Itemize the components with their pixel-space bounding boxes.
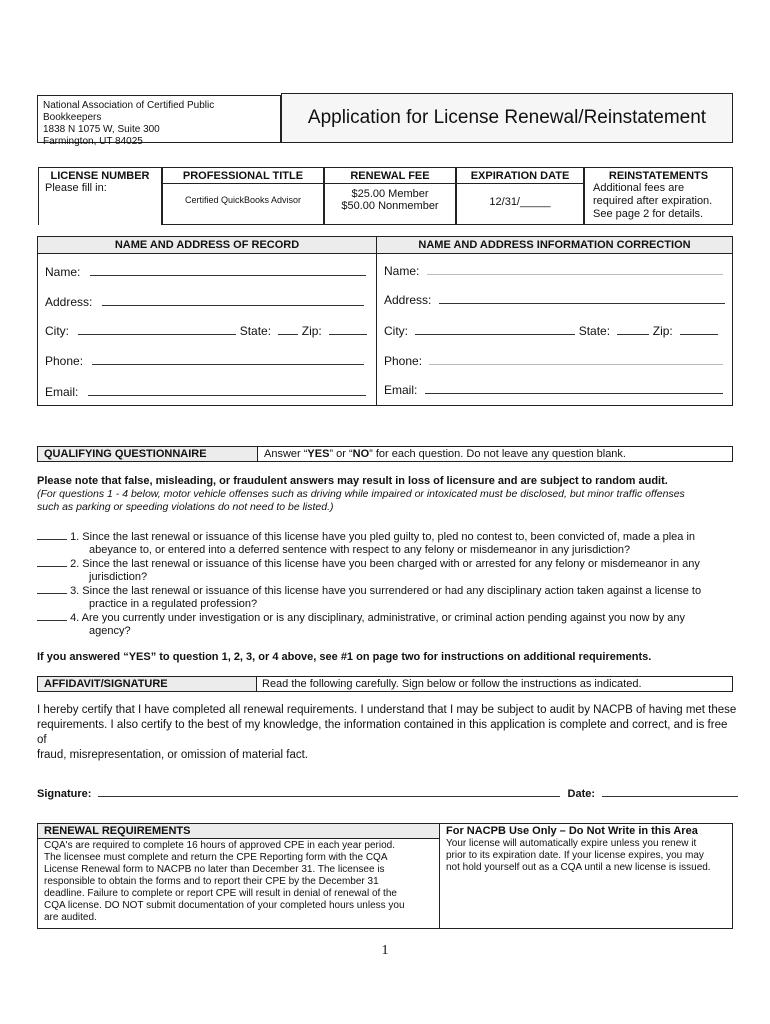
renewal-req-line-2: The licensee must complete and return the CPE Reporting form with the CQA [44,852,388,863]
affidavit-line3: fraud, misrepresentation, or omission of material fact. [37,749,309,761]
license-number-value: Please fill in: [45,182,107,194]
question-3-text-line2: practice in a regulated profession? [89,598,258,610]
professional-title-cell [162,167,324,225]
question-4-text-line1: 4. Are you currently under investigation or is any disciplinary, administrative, or criminal action pending against you now by any [70,612,685,624]
nacpb-use-line-3: not hold yourself out as a CQA until a new license is issued. [446,862,711,873]
page-number: 1 [381,943,389,958]
questionnaire-header-bar [37,446,733,462]
questionnaire-note [37,488,737,514]
reinstatements-cell [584,167,733,225]
correction-address-row [384,292,725,307]
professional-title-value: Certified QuickBooks Advisor [184,195,302,205]
renewal-req-line-1: CQA's are required to complete 16 hours of approved CPE in each year period. [44,840,395,851]
question-2 [37,556,733,584]
reinstatements-label: REINSTATEMENTS [608,170,709,182]
expiration-date-value: 12/31/_____ [489,196,551,208]
renewal-requirements-box [37,823,440,929]
nacpb-use-line-2: prior to its expiration date. If your license expires, you may [446,850,704,861]
correction-heading: NAME AND ADDRESS INFORMATION CORRECTION [377,237,732,254]
correction-phone-row [384,353,723,368]
correction-address-field[interactable] [439,292,725,304]
record-state-field[interactable] [278,323,298,335]
signature-label: Signature: [37,788,92,800]
license-number-label: LICENSE NUMBER [50,170,150,182]
correction-name-row [384,263,723,278]
correction-name-label: Name: [384,264,420,278]
renewal-fee-label: RENEWAL FEE [350,170,430,182]
correction-state-label: State: [578,324,611,338]
record-name-field[interactable] [90,264,366,276]
record-name-label: Name: [45,265,81,279]
question-4 [37,610,733,638]
correction-city-row [384,323,718,338]
question-1 [37,529,733,557]
record-phone-field[interactable] [92,353,364,365]
expiration-date-label: EXPIRATION DATE [470,170,570,182]
professional-title-label: PROFESSIONAL TITLE [182,170,304,182]
question-3-answer-blank[interactable] [37,583,67,594]
record-email-field[interactable] [88,384,366,396]
renewal-requirements-heading: RENEWAL REQUIREMENTS [38,824,439,839]
question-3 [37,583,733,611]
affidavit-statement [37,703,737,763]
signature-row [37,785,738,800]
affidavit-header-bar [37,676,733,692]
record-address-field[interactable] [102,294,364,306]
license-number-cell[interactable] [38,167,162,225]
renewal-req-line-4: responsible to obtain the forms and to report their CPE by the December 31 [44,876,379,887]
record-zip-field[interactable] [329,323,367,335]
questionnaire-heading: QUALIFYING QUESTIONNAIRE [38,447,258,461]
renewal-fee-cell [324,167,456,225]
record-zip-label: Zip: [301,324,322,338]
record-phone-label: Phone: [45,354,84,368]
record-address-label: Address: [45,295,93,309]
record-email-row [45,384,366,399]
question-1-answer-blank[interactable] [37,529,67,540]
record-city-row [45,323,367,338]
question-1-text-line2: abeyance to, or entered into a deferred sentence with respect to any felony or misdemeanor in any jurisdiction? [89,544,631,556]
affidavit-instruction: Read the following carefully. Sign below or follow the instructions as indicated. [262,678,642,690]
record-phone-row [45,353,364,368]
record-heading: NAME AND ADDRESS OF RECORD [38,237,376,254]
correction-email-label: Email: [384,383,418,397]
org-info-box [37,95,281,147]
name-address-section [37,236,733,406]
form-title: Application for License Renewal/Reinstatement [307,107,707,128]
renewal-req-line-7: are audited. [44,912,97,923]
questionnaire-warning: Please note that false, misleading, or fraudulent answers may result in loss of licensure and are subject to random audit. [37,475,668,487]
renewal-req-line-5: deadline. Failure to complete or report CPE will result in denial of renewal of the [44,888,397,899]
signature-field[interactable] [98,785,560,797]
record-email-label: Email: [45,385,79,399]
record-address-row [45,294,364,309]
record-name-row [45,264,366,279]
nacpb-use-heading: For NACPB Use Only – Do Not Write in this Area [446,825,698,837]
correction-address-label: Address: [384,293,432,307]
question-1-text-line1: 1. Since the last renewal or issuance of this license have you pled guilty to, pled no contest to, been convicted of, made a plea in [70,531,695,543]
renewal-fee-nonmember: $50.00 Nonmember [341,200,439,212]
question-2-answer-blank[interactable] [37,556,67,567]
questionnaire-note-line2: such as parking or speeding violations do not need to be listed.) [37,501,334,513]
record-city-label: City: [45,324,69,338]
renewal-fee-member: $25.00 Member [351,188,429,200]
affidavit-line1: I hereby certify that I have completed all renewal requirements. I understand that I may be subject to audit by NACPB of having met these [37,704,737,716]
correction-phone-label: Phone: [384,354,423,368]
question-2-text-line1: 2. Since the last renewal or issuance of this license have you been charged with or arrested for any felony or misdemeanor in any [70,558,700,570]
correction-city-field[interactable] [415,323,575,335]
record-city-field[interactable] [78,323,236,335]
renewal-req-line-6: CQA license. DO NOT submit documentation of your completed hours unless you [44,900,405,911]
correction-city-label: City: [384,324,408,338]
org-name: National Association of Certified Public Bookkeepers [43,100,215,123]
form-title-box [281,93,733,143]
questionnaire-instruction: Answer “YES” or “NO” for each question. Do not leave any question blank. [264,448,626,460]
correction-email-row [384,382,723,397]
correction-phone-field[interactable] [429,353,723,365]
reinstatements-line3: See page 2 for details. [593,208,704,220]
date-field[interactable] [602,785,738,797]
org-address-line2: Farmington, UT 84025 [43,136,143,147]
correction-zip-field[interactable] [680,323,718,335]
reinstatements-line2: required after expiration. [593,195,713,207]
org-address-line1: 1838 N 1075 W, Suite 300 [43,124,160,135]
correction-email-field[interactable] [425,382,723,394]
renewal-req-line-3: License Renewal form to NACPB no later than December 31. The licensee is [44,864,385,875]
reinstatements-line1: Additional fees are [593,182,685,194]
date-label: Date: [567,788,596,800]
nacpb-use-box [440,823,733,929]
correction-name-field[interactable] [427,263,723,275]
question-4-answer-blank[interactable] [37,610,67,621]
affidavit-heading: AFFIDAVIT/SIGNATURE [38,677,257,691]
correction-zip-label: Zip: [652,324,673,338]
affidavit-line2: requirements. I also certify to the best of my knowledge, the information contained in this application is complete and correct, and is free of [37,719,728,746]
record-state-label: State: [239,324,272,338]
questionnaire-note-line1: (For questions 1 - 4 below, motor vehicle offenses such as driving while impaired or intoxicated must be disclosed, but minor traffic offenses [37,488,685,500]
nacpb-use-line-1: Your license will automatically expire unless you renew it [446,838,697,849]
questionnaire-followup: If you answered “YES” to question 1, 2, 3, or 4 above, see #1 on page two for instructions on additional requirements. [37,651,652,663]
correction-state-field[interactable] [617,323,649,335]
expiration-date-cell[interactable] [456,167,584,225]
question-2-text-line2: jurisdiction? [89,571,148,583]
question-3-text-line1: 3. Since the last renewal or issuance of this license have you surrendered or had any disciplinary action taken against a license to [70,585,702,597]
question-4-text-line2: agency? [89,625,131,637]
